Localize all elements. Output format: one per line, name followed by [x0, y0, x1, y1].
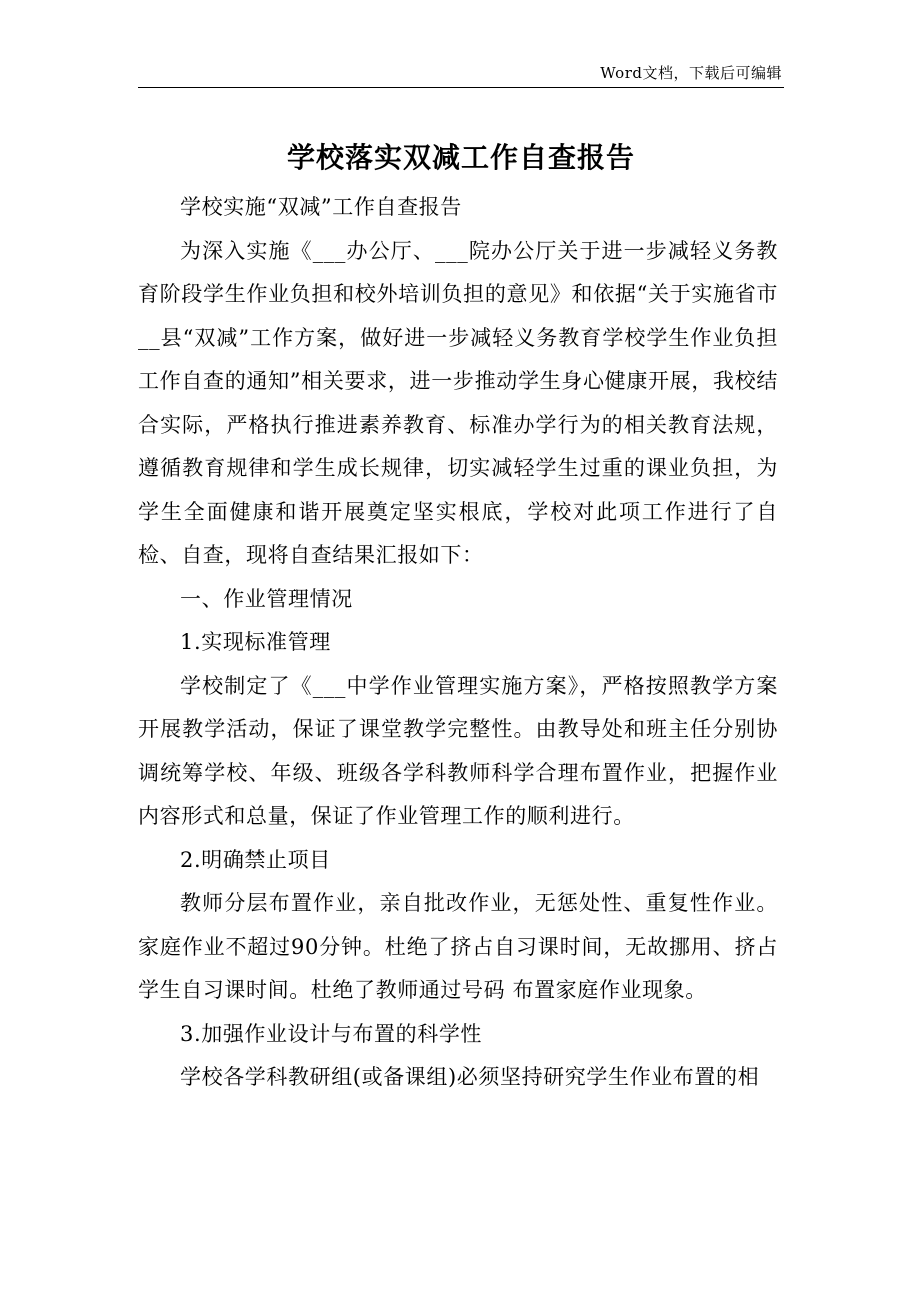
intro-paragraph: 为深入实施《___办公厅、___院办公厅关于进一步减轻义务教育阶段学生作业负担和校外培训负担的意见》和依据“关于实施省市__县“双减”工作方案，做好进一步减轻义务教育学校学生作业负担工作自查的通知”相关要求，进一步推动学生身心健康开展，我校结合实际，严格执行推进素养教育、标准办学行为的相关教育法规，遵循教育规律和学生成长规律，切实减轻学生过重的课业负担，为学生全面健康和谐开展奠定坚实根底，学校对此项工作进行了自检、自查，现将自查结果汇报如下：	[138, 238, 778, 567]
header-divider	[138, 87, 784, 88]
header-note: Word文档，下载后可编辑	[600, 64, 782, 82]
paragraph-prohibited-items: 教师分层布置作业，亲自批改作业，无惩处性、重复性作业。家庭作业不超过90分钟。杜绝了挤占自习课时间，无故挪用、挤占学生自习课时间。杜绝了教师通过号码 布置家庭作业现象。	[138, 891, 778, 1002]
subheading-standard-management: 1.实现标准管理	[180, 630, 331, 654]
document-body	[138, 186, 778, 1100]
subheading-homework-design: 3.加强作业设计与布置的科学性	[180, 1021, 483, 1046]
document-title: 学校落实双减工作自查报告	[286, 141, 635, 174]
section-heading-homework-management: 一、作业管理情况	[180, 586, 353, 611]
paragraph-homework-design: 学校各学科教研组(或备课组)必须坚持研究学生作业布置的相	[180, 1065, 760, 1089]
paragraph-standard-management: 学校制定了《___中学作业管理实施方案》，严格按照教学方案开展教学活动，保证了课堂教学完整性。由教导处和班主任分别协调统筹学校、年级、班级各学科教师科学合理布置作业，把握作业内容形式和总量，保证了作业管理工作的顺利进行。	[138, 673, 778, 828]
doc-subtitle: 学校实施“双减”工作自查报告	[180, 195, 462, 219]
subheading-prohibited-items: 2.明确禁止项目	[180, 847, 331, 872]
